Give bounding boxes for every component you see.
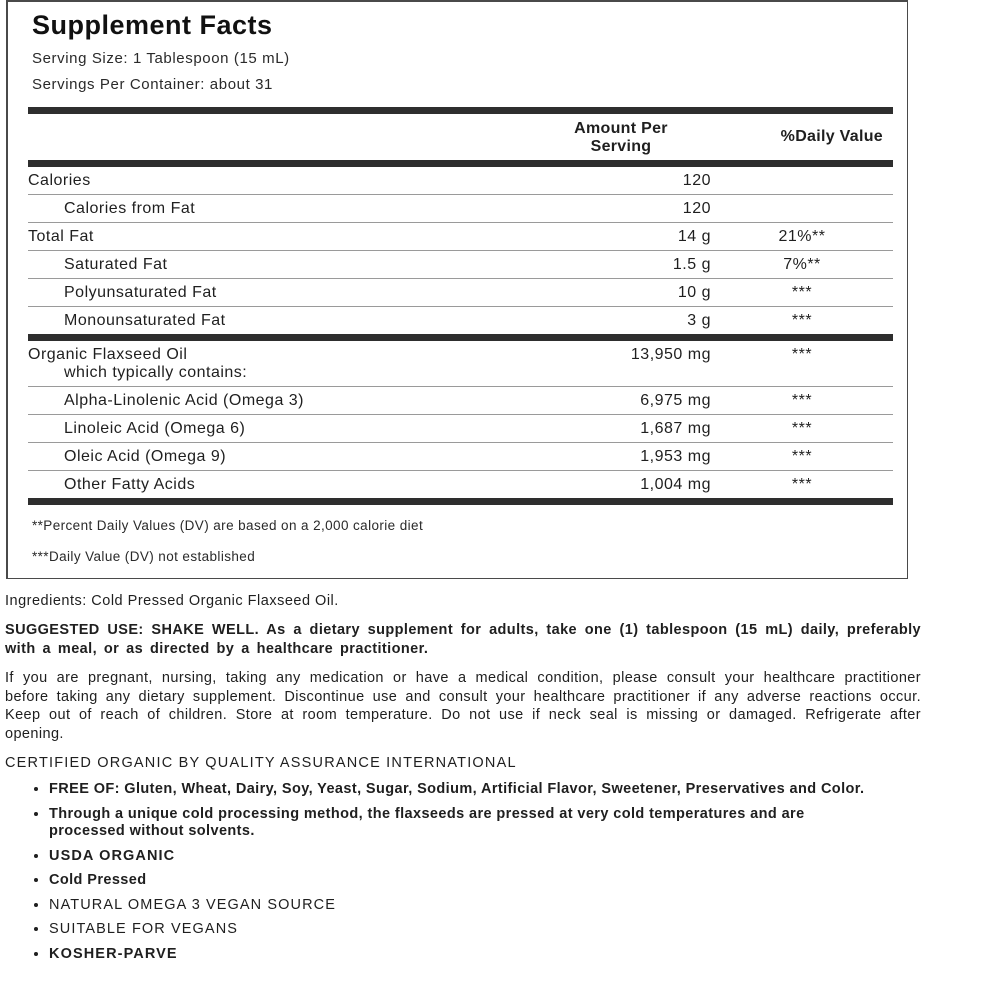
nutrient-dv: ***	[791, 392, 813, 409]
nutrient-dv: ***	[791, 284, 813, 301]
panel-title: Supplement Facts	[32, 10, 273, 40]
nutrient-amount: 6,975 mg	[640, 392, 711, 409]
table-column-headers	[28, 114, 893, 160]
table-row-oleic-acid	[28, 443, 893, 471]
panel-header	[8, 8, 907, 95]
nutrient-dv: 7%**	[783, 256, 821, 273]
nutrient-dv: 21%**	[778, 228, 826, 245]
amount-header-line1: Amount Per	[574, 120, 668, 137]
nutrient-amount: 1,953 mg	[640, 448, 711, 465]
table-row-organic-flaxseed-oil	[28, 341, 893, 387]
nutrient-name: Calories from Fat	[64, 200, 196, 217]
amount-per-serving-header	[531, 114, 711, 160]
table-row-monounsaturated-fat	[28, 307, 893, 334]
table-row-alpha-linolenic-acid	[28, 387, 893, 415]
bullet-usda-organic: • USDA ORGANIC	[49, 848, 921, 866]
nutrient-name	[28, 346, 531, 382]
servings-per-container: Servings Per Container: about 31	[32, 76, 273, 93]
table-row-calories	[28, 167, 893, 195]
nutrient-name: Total Fat	[28, 228, 94, 245]
nutrient-name: Oleic Acid (Omega 9)	[64, 448, 227, 465]
footnote-daily-values: **Percent Daily Values (DV) are based on a 2,000 calorie diet	[32, 518, 424, 533]
nutrient-name: Calories	[28, 172, 91, 189]
daily-value-header: %Daily Value	[780, 128, 883, 145]
bullet-cold-pressed: • Cold Pressed	[49, 872, 921, 890]
bullet-natural-omega: • NATURAL OMEGA 3 VEGAN SOURCE	[49, 897, 921, 915]
nutrient-amount: 1,004 mg	[640, 476, 711, 493]
bullet-free-of: • FREE OF: Gluten, Wheat, Dairy, Soy, Yeast, Sugar, Sodium, Artificial Flavor, Sweetener, Preservatives and Color.	[49, 781, 921, 799]
footnote-dv-not-established: ***Daily Value (DV) not established	[32, 549, 256, 564]
nutrient-dv: ***	[791, 346, 813, 363]
nutrient-name: Saturated Fat	[64, 256, 168, 273]
feature-bullet-list	[5, 781, 921, 963]
table-row-calories-from-fat	[28, 195, 893, 223]
nutrient-amount: 120	[682, 200, 711, 217]
nutrient-name-line1: Organic Flaxseed Oil	[28, 346, 188, 363]
nutrient-name: Monounsaturated Fat	[64, 312, 226, 329]
nutrient-amount: 10 g	[677, 284, 711, 301]
supplement-facts-panel	[6, 0, 908, 579]
bullet-cold-processing: • Through a unique cold processing method, the flaxseeds are pressed at very cold temperatures and are processed without solvents.	[49, 806, 921, 841]
thick-rule-below-header	[28, 160, 893, 167]
amount-header-line2: Serving	[590, 138, 652, 155]
nutrient-dv: ***	[791, 476, 813, 493]
table-row-polyunsaturated-fat	[28, 279, 893, 307]
table-row-linoleic-acid	[28, 415, 893, 443]
nutrient-amount: 13,950 mg	[630, 346, 711, 363]
nutrient-dv: ***	[791, 420, 813, 437]
table-row-total-fat	[28, 223, 893, 251]
table-row-saturated-fat	[28, 251, 893, 279]
nutrient-amount: 120	[682, 172, 711, 189]
nutrient-amount: 14 g	[677, 228, 711, 245]
warning-text: If you are pregnant, nursing, taking any medication or have a medical condition, please consult your healthcare practitioner before taking any dietary supplement. Discontinue use and consult your healthcare practitioner if any adverse reactions occur. Keep out of reach of children. Store at room temperature. Do not use if neck seal is missing or damaged. Refrigerate after opening.	[5, 670, 921, 742]
nutrient-name: Alpha-Linolenic Acid (Omega 3)	[64, 392, 305, 409]
thick-rule-bottom	[28, 498, 893, 505]
label-details	[5, 592, 921, 970]
nutrient-name: Polyunsaturated Fat	[64, 284, 217, 301]
table-row-other-fatty-acids	[28, 471, 893, 498]
header-spacer	[28, 114, 531, 160]
bullet-kosher-parve: • KOSHER-PARVE	[49, 946, 921, 964]
bullet-suitable-vegans: • SUITABLE FOR VEGANS	[49, 921, 921, 939]
ingredients-text: Ingredients: Cold Pressed Organic Flaxseed Oil.	[5, 593, 339, 609]
thick-rule-top	[28, 107, 893, 114]
facts-table	[28, 107, 893, 505]
nutrient-amount: 1,687 mg	[640, 420, 711, 437]
serving-size: Serving Size: 1 Tablespoon (15 mL)	[32, 50, 290, 67]
thick-rule-mid	[28, 334, 893, 341]
suggested-use-text: SUGGESTED USE: SHAKE WELL. As a dietary supplement for adults, take one (1) tablespoon (15 mL) daily, preferably with a meal, or as directed by a healthcare practitioner.	[5, 622, 921, 657]
certification-text: CERTIFIED ORGANIC BY QUALITY ASSURANCE INTERNATIONAL	[5, 755, 517, 771]
nutrient-dv: ***	[791, 448, 813, 465]
nutrient-amount: 1.5 g	[672, 256, 711, 273]
nutrient-name-line2: which typically contains:	[64, 364, 248, 381]
footnotes	[8, 505, 907, 565]
nutrient-amount: 3 g	[687, 312, 711, 329]
nutrient-name: Linoleic Acid (Omega 6)	[64, 420, 246, 437]
nutrient-name: Other Fatty Acids	[64, 476, 196, 493]
nutrient-dv: ***	[791, 312, 813, 329]
